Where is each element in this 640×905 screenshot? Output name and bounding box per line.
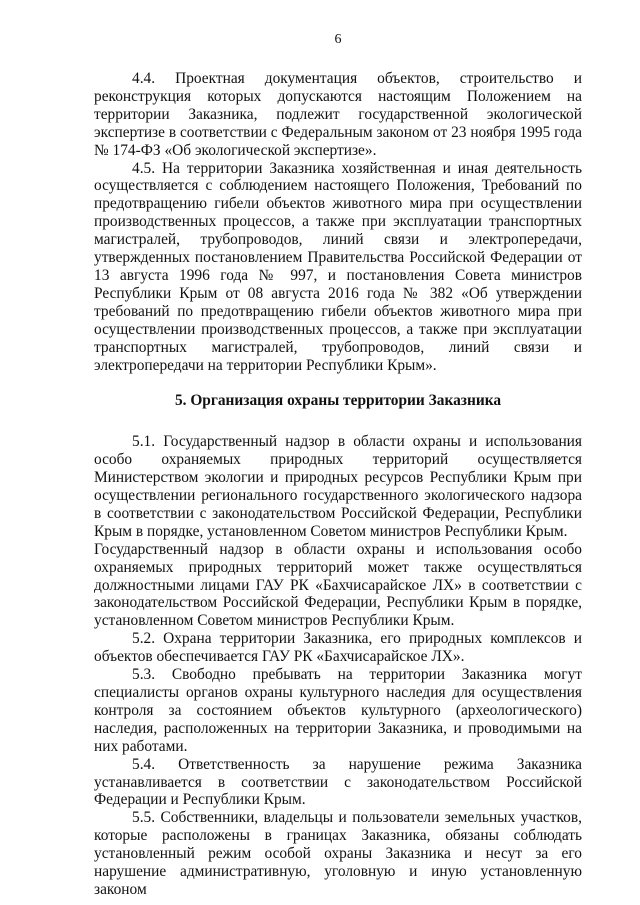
paragraph-5-5: 5.5. Собственники, владельцы и пользователи земельных участков, которые расположены в границах Заказника, обязаны соблюдать установленный режим особой охраны Заказника и несут за его нарушение административную, уголовную и иную установленную законом [94, 809, 582, 898]
paragraph-5-1: 5.1. Государственный надзор в области охраны и использования особо охраняемых природных территорий осуществляется Министерством экологии и природных ресурсов Республики Крым при осуществлении регионального государственного экологического надзора в соответствии с законодательством Российской Федерации, Республики Крым в порядке, установленном Советом министров Республики Крым. [94, 433, 582, 540]
paragraph-5-4: 5.4. Ответственность за нарушение режима Заказника устанавливается в соответствии с законодательством Российской Федерации и Республики Крым. [94, 755, 582, 809]
paragraph-4-4: 4.4. Проектная документация объектов, строительство и реконструкция которых допускаются настоящим Положением на территории Заказника, подлежит государственной экологической экспертизе в соответствии с Федеральным законом от 23 ноября 1995 года № 174-ФЗ «Об экологической экспертизе». [94, 70, 582, 159]
paragraph-5-2: 5.2. Охрана территории Заказника, его природных комплексов и объектов обеспечивается ГАУ РК «Бахчисарайское ЛХ». [94, 630, 582, 666]
paragraph-5-3: 5.3. Свободно пребывать на территории Заказника могут специалисты органов охраны культурного наследия для осуществления контроля за состоянием объектов культурного (археологического) наследия, расположенных на территории Заказника, и проводимыми на них работами. [94, 666, 582, 755]
paragraph-4-5: 4.5. На территории Заказника хозяйственная и иная деятельность осуществляется с соблюдением настоящего Положения, Требований по предотвращению гибели объектов животного мира при осуществлении производственных процессов, а также при эксплуатации транспортных магистралей, трубопроводов, линий связи и электропередачи, утвержденных постановлением Правительства Российской Федерации от 13 августа 1996 года № 997, и постановления Совета министров Республики Крым от 08 августа 2016 года № 382 «Об утверждении требований по предотвращению гибели объектов животного мира при осуществлении производственных процессов, а также при эксплуатации транспортных магистралей, трубопроводов, линий связи и электропередачи на территории Республики Крым». [94, 159, 582, 374]
section-heading: 5. Организация охраны территории Заказника [174, 392, 502, 410]
document-page [94, 32, 582, 899]
paragraph-5-1-continuation: Государственный надзор в области охраны и использования особо охраняемых природных территорий может также осуществляться должностными лицами ГАУ РК «Бахчисарайское ЛХ» в соответствии с законодательством Российской Федерации, Республики Крым в порядке, установленном Советом министров Республики Крым. [94, 540, 582, 630]
page-number: 6 [334, 32, 342, 47]
